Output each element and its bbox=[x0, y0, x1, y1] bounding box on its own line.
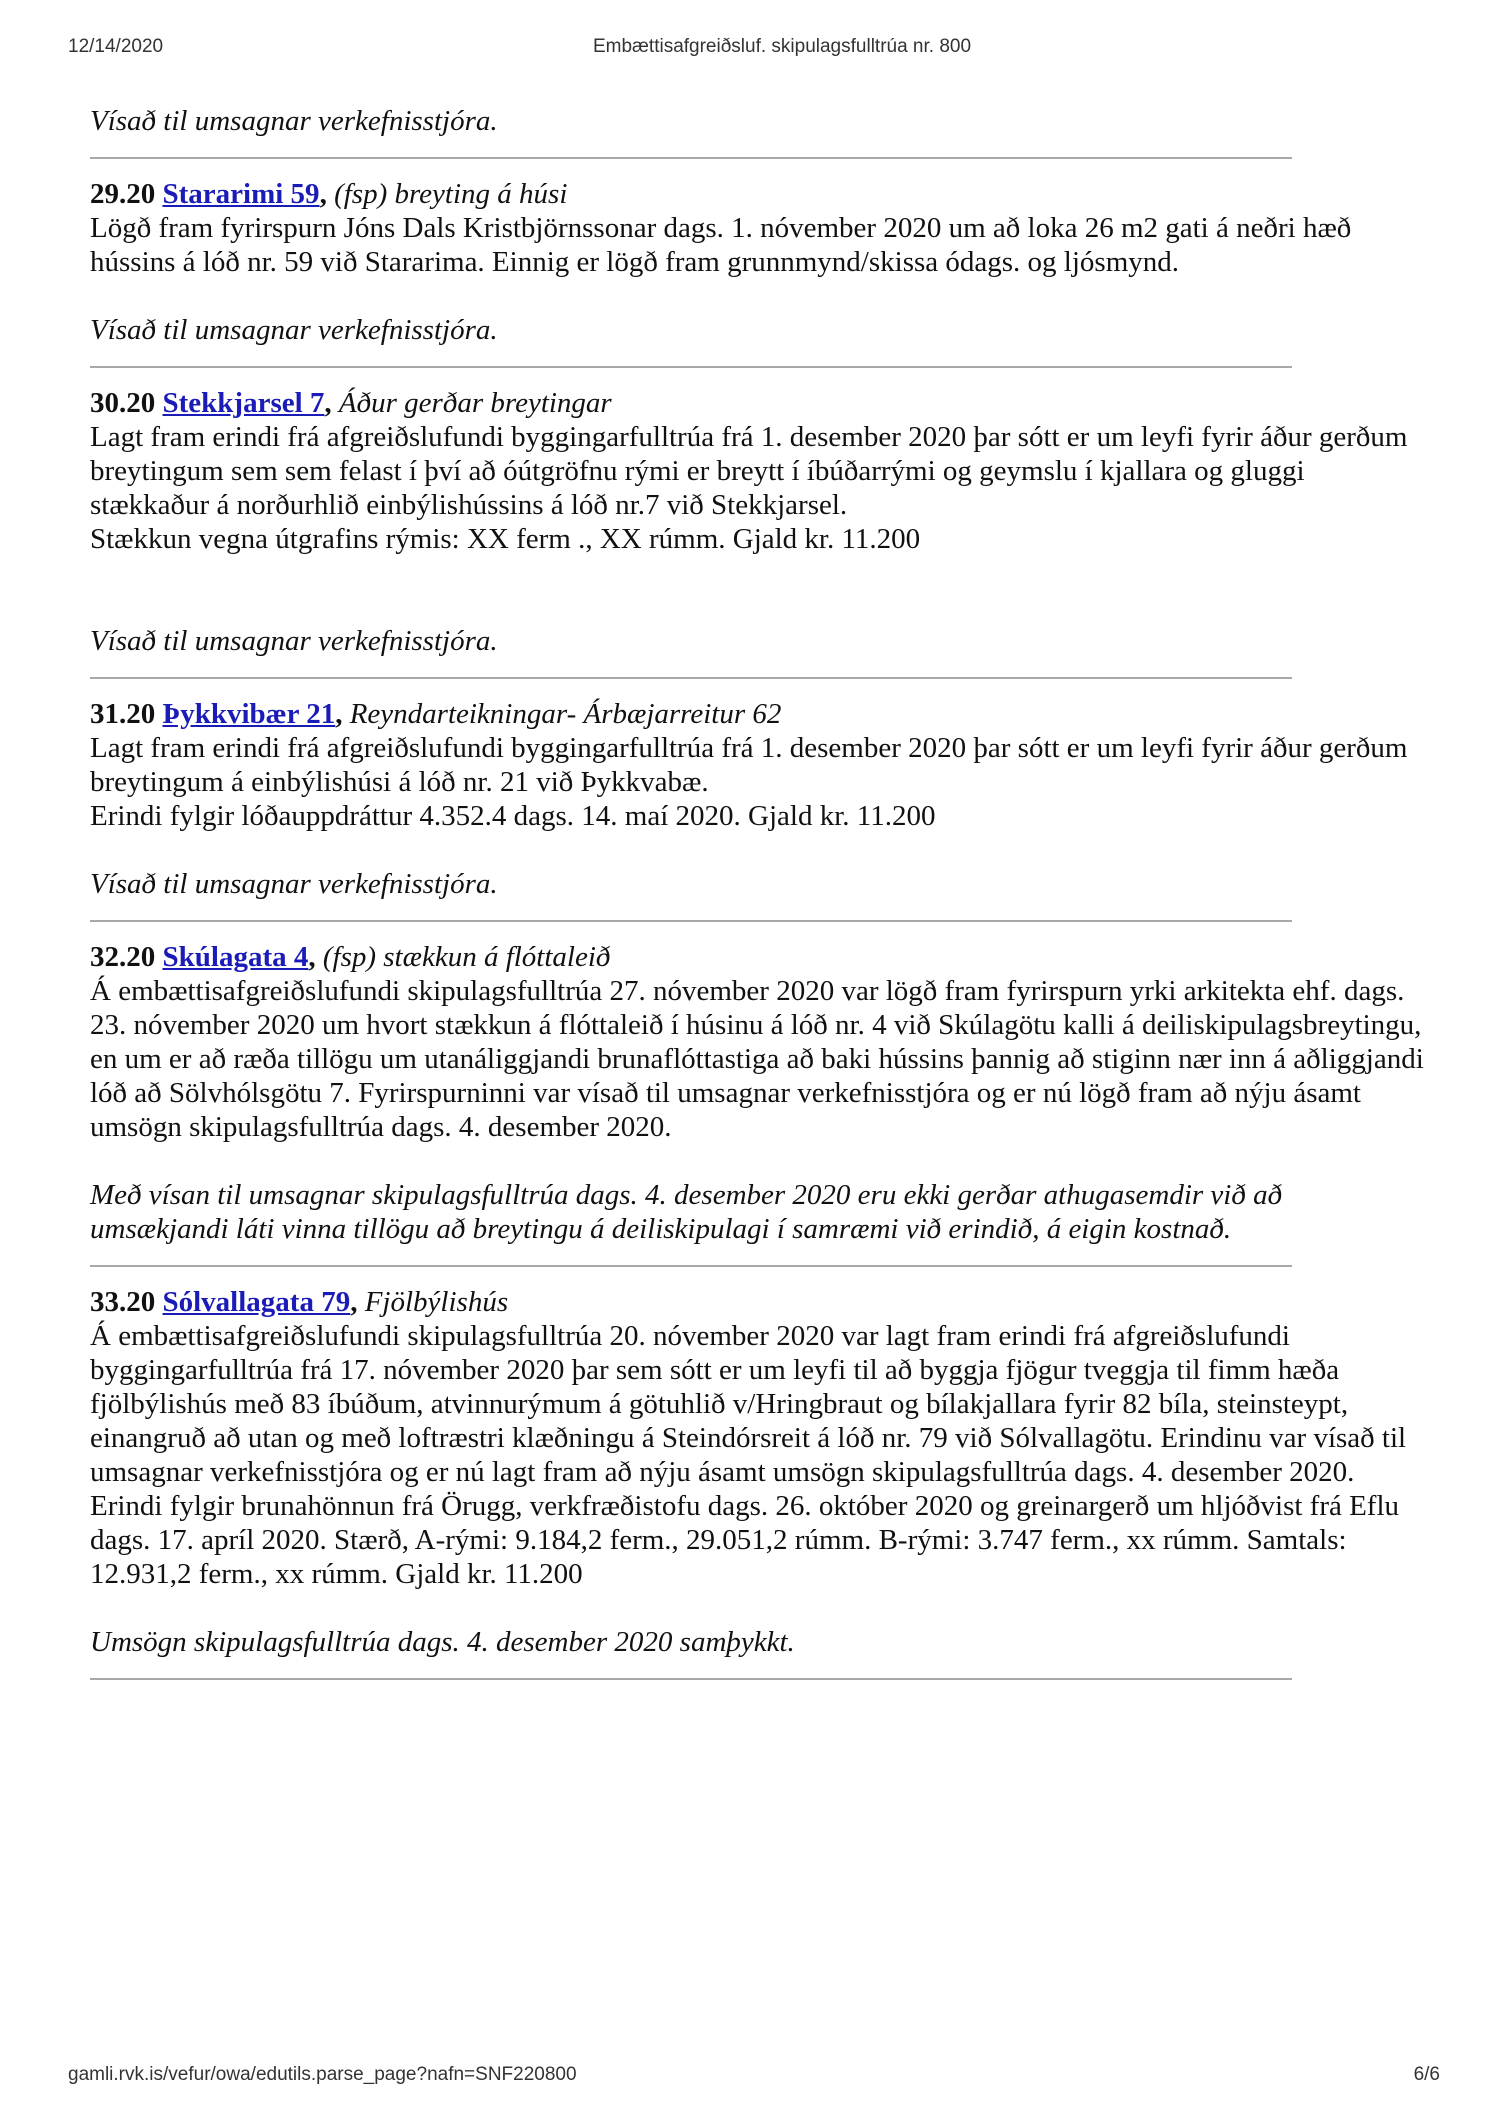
case-decision: Umsögn skipulagsfulltrúa dags. 4. desember 2020 samþykkt. bbox=[90, 1626, 795, 1658]
divider bbox=[90, 157, 1292, 159]
case-decision: Vísað til umsagnar verkefnisstjóra. bbox=[90, 314, 498, 346]
case-number: 29.20 bbox=[90, 178, 156, 210]
case-number: 30.20 bbox=[90, 387, 156, 419]
case-link-stararimi[interactable]: Stararimi 59 bbox=[162, 178, 320, 210]
case-body-paragraph: Erindi fylgir lóðauppdráttur 4.352.4 dags. 14. maí 2020. Gjald kr. 11.200 bbox=[90, 800, 936, 832]
case-body-paragraph: Stækkun vegna útgrafins rýmis: XX ferm ., XX rúmm. Gjald kr. 11.200 bbox=[90, 523, 921, 555]
page-footer bbox=[68, 2064, 1440, 2088]
divider bbox=[90, 1678, 1292, 1680]
case-body-paragraph: Erindi fylgir brunahönnun frá Örugg, verkfræðistofu dags. 26. október 2020 og greinargerð um hljóðvist frá Eflu dags. 17. apríl 2020. Stærð, A-rými: 9.184,2 ferm., 29.051,2 rúmm. B-rými: 3.747 ferm., xx rúmm. Samtals: 12.931,2 ferm., xx rúmm. Gjald kr. 11.200 bbox=[90, 1490, 1400, 1590]
case-link-solvallagata[interactable]: Sólvallagata 79 bbox=[162, 1286, 351, 1318]
case-decision: Vísað til umsagnar verkefnisstjóra. bbox=[90, 625, 498, 657]
case-body-paragraph: Lagt fram erindi frá afgreiðslufundi byggingarfulltrúa frá 1. desember 2020 þar sótt er um leyfi fyrir áður gerðum breytingum á einbýlishúsi á lóð nr. 21 við Þykkvabæ. bbox=[90, 732, 1408, 798]
case-number: 33.20 bbox=[90, 1286, 156, 1318]
case-body-paragraph: Á embættisafgreiðslufundi skipulagsfulltrúa 27. nóvember 2020 var lögð fram fyrirspurn yrki arkitekta ehf. dags. 23. nóvember 2020 um hvort stækkun á flóttaleið í húsinu á lóð nr. 4 við Skúlagötu kalli á deiliskipulagsbreytingu, en um er að ræða tillögu um utanáliggjandi brunaflóttastiga að baki hússins þannig að stiginn nær inn á aðliggjandi lóð að Sölvhólsgötu 7. Fyrirspurninni var vísað til umsagnar verkefnisstjóra og er nú lögð fram að nýju ásamt umsögn skipulagsfulltrúa dags. 4. desember 2020. bbox=[90, 975, 1424, 1143]
source-url: gamli.rvk.is/vefur/owa/edutils.parse_page?nafn=SNF220800 bbox=[68, 2064, 577, 2085]
case-number: 31.20 bbox=[90, 698, 156, 730]
top-decision-note: Vísað til umsagnar verkefnisstjóra. bbox=[90, 105, 498, 137]
divider bbox=[90, 920, 1292, 922]
case-subject: Reyndarteikningar- Árbæjarreitur 62 bbox=[349, 698, 782, 730]
case-number: 32.20 bbox=[90, 941, 156, 973]
print-date: 12/14/2020 bbox=[68, 36, 164, 57]
case-29-20 bbox=[90, 177, 1426, 347]
case-title: 29.20 Stararimi 59, (fsp) breyting á húsi bbox=[90, 178, 568, 210]
case-subject: (fsp) stækkun á flóttaleið bbox=[322, 941, 611, 973]
case-30-20 bbox=[90, 386, 1426, 658]
case-link-stekkjarsel[interactable]: Stekkjarsel 7 bbox=[162, 387, 325, 419]
page-header bbox=[68, 36, 1440, 60]
document-body bbox=[90, 104, 1426, 1698]
case-title: 33.20 Sólvallagata 79, Fjölbýlishús bbox=[90, 1286, 509, 1318]
case-title: 32.20 Skúlagata 4, (fsp) stækkun á flóttaleið bbox=[90, 941, 611, 973]
case-body-paragraph: Lögð fram fyrirspurn Jóns Dals Kristbjörnssonar dags. 1. nóvember 2020 um að loka 26 m2 gati á neðri hæð hússins á lóð nr. 59 við Stararima. Einnig er lögð fram grunnmynd/skissa ódags. og ljósmynd. bbox=[90, 212, 1352, 278]
case-title: 31.20 Þykkvibær 21, Reyndarteikningar- Árbæjarreitur 62 bbox=[90, 698, 782, 730]
case-body-paragraph: Lagt fram erindi frá afgreiðslufundi byggingarfulltrúa frá 1. desember 2020 þar sótt er um leyfi fyrir áður gerðum breytingum sem sem felast í því að óútgröfnu rými er breytt í íbúðarrými og geymslu í kjallara og gluggi stækkaður á norðurhlið einbýlishússins á lóð nr.7 við Stekkjarsel. bbox=[90, 421, 1408, 521]
divider bbox=[90, 677, 1292, 679]
document-title: Embættisafgreiðsluf. skipulagsfulltrúa nr. 800 bbox=[592, 36, 972, 57]
case-subject: (fsp) breyting á húsi bbox=[334, 178, 568, 210]
case-decision: Vísað til umsagnar verkefnisstjóra. bbox=[90, 868, 498, 900]
case-32-20 bbox=[90, 940, 1426, 1246]
page-number: 6/6 bbox=[1413, 2064, 1440, 2085]
case-31-20 bbox=[90, 697, 1426, 901]
case-link-skulagata[interactable]: Skúlagata 4 bbox=[162, 941, 309, 973]
case-title: 30.20 Stekkjarsel 7, Áður gerðar breytingar bbox=[90, 387, 612, 419]
case-33-20 bbox=[90, 1285, 1426, 1659]
case-subject: Fjölbýlishús bbox=[364, 1286, 509, 1318]
divider bbox=[90, 366, 1292, 368]
divider bbox=[90, 1265, 1292, 1267]
case-decision: Með vísan til umsagnar skipulagsfulltrúa dags. 4. desember 2020 eru ekki gerðar athugasemdir við að umsækjandi láti vinna tillögu að breytingu á deiliskipulagi í samræmi við erindið, á eigin kostnað. bbox=[90, 1179, 1283, 1245]
case-body-paragraph: Á embættisafgreiðslufundi skipulagsfulltrúa 20. nóvember 2020 var lagt fram erindi frá afgreiðslufundi byggingarfulltrúa frá 17. nóvember 2020 þar sem sótt er um leyfi til að byggja fjögur tveggja til fimm hæða fjölbýlishús með 83 íbúðum, atvinnurýmum á götuhlið v/Hringbraut og bílakjallara fyrir 82 bíla, steinsteypt, einangruð að utan og með loftræstri klæðningu á Steindórsreit á lóð nr. 79 við Sólvallagötu. Erindinu var vísað til umsagnar verkefnisstjóra og er nú lagt fram að nýju ásamt umsögn skipulagsfulltrúa dags. 4. desember 2020. bbox=[90, 1320, 1407, 1488]
case-link-thykkvibaer[interactable]: Þykkvibær 21 bbox=[162, 698, 336, 730]
case-subject: Áður gerðar breytingar bbox=[338, 387, 612, 419]
